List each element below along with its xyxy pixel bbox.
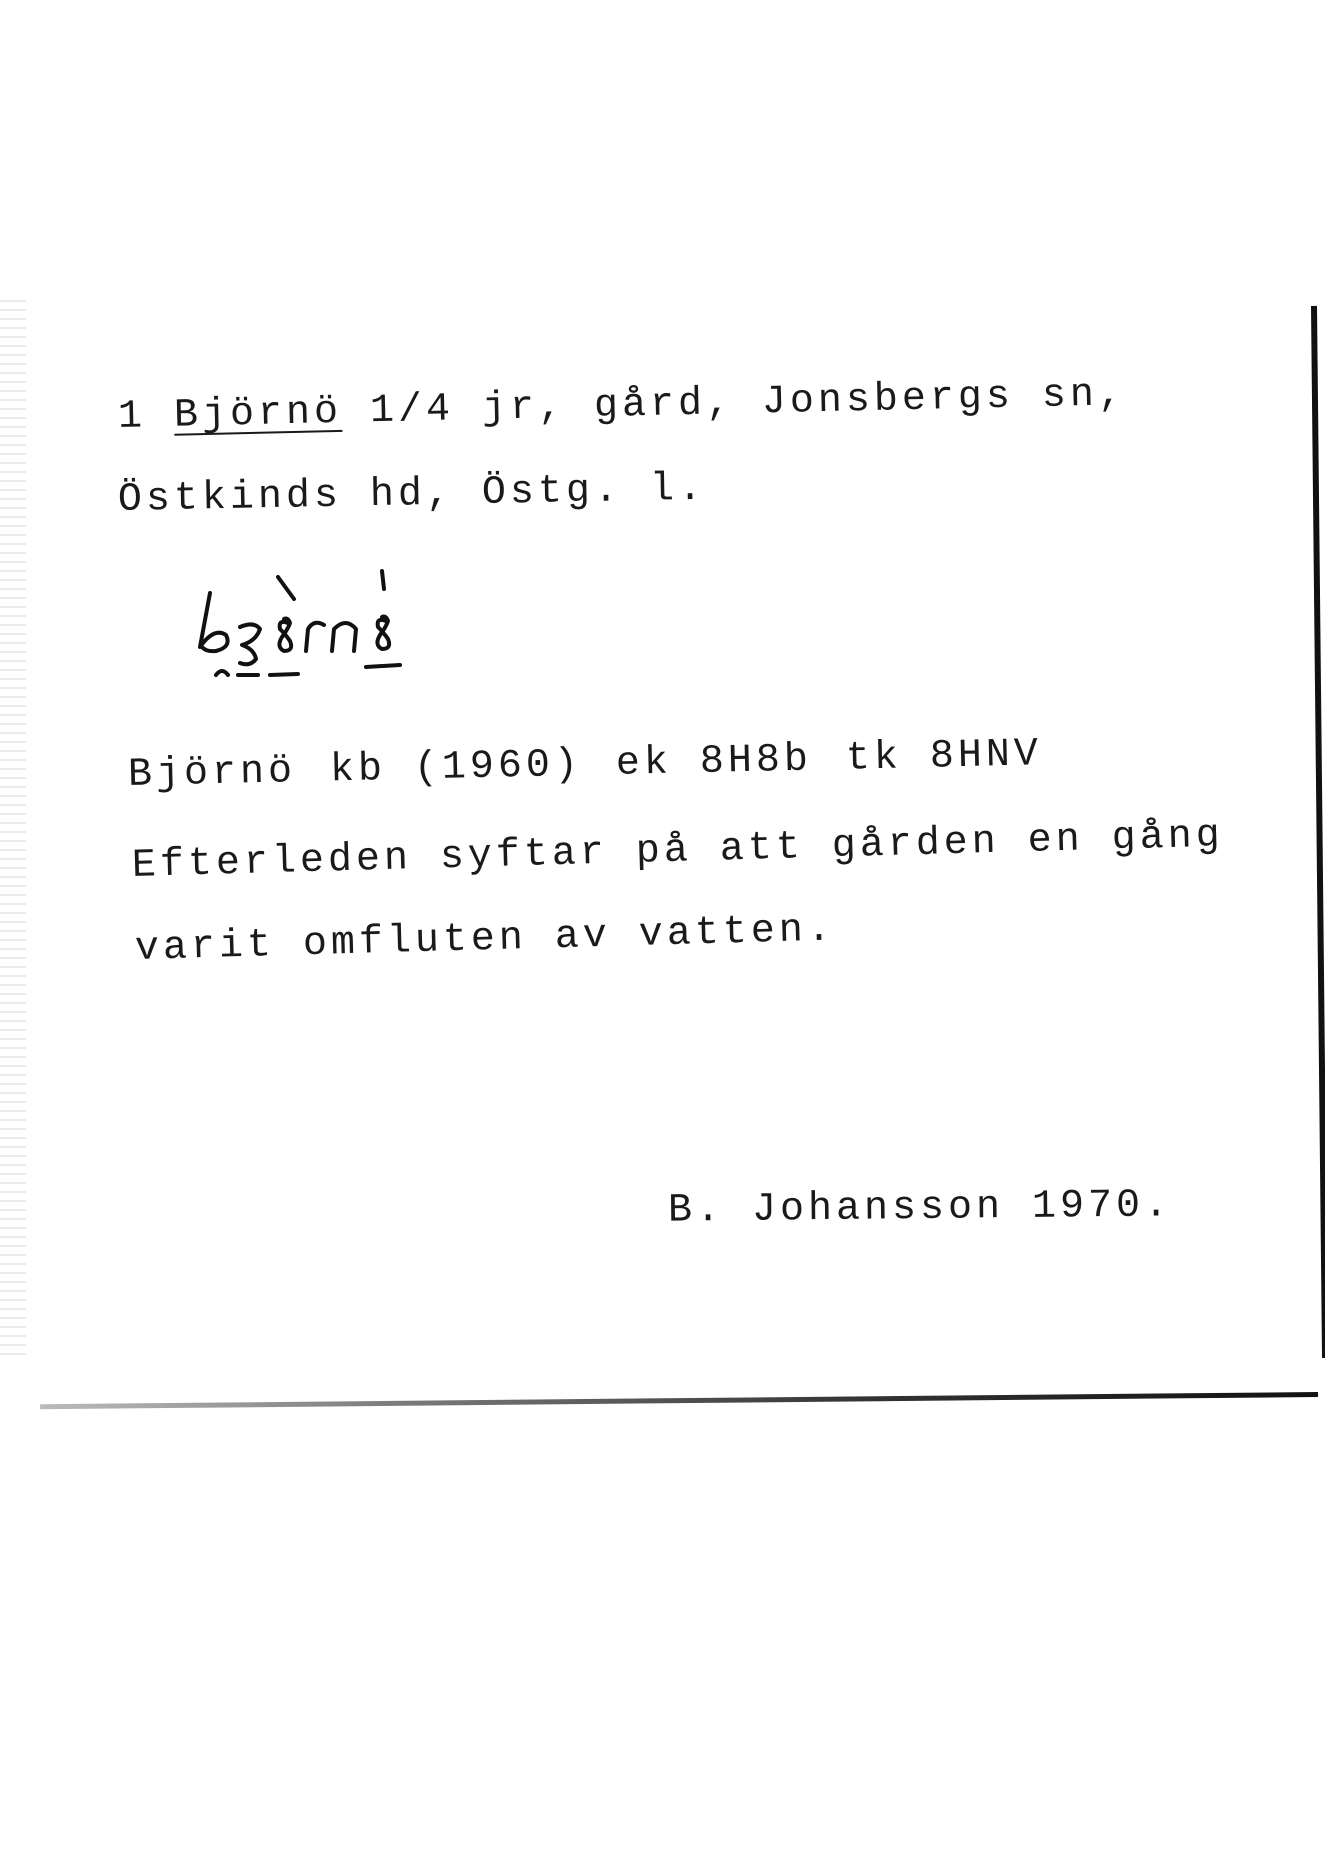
source-name: Björnö <box>127 749 297 798</box>
source-ek: ek 8H8b <box>615 737 813 787</box>
card-right-edge <box>1311 306 1325 1358</box>
source-kb: kb (1960) <box>329 742 583 794</box>
note-line-1: Efterleden syftar på att gården en gång <box>131 813 1225 889</box>
entry-description: 1/4 jr, gård, Jonsbergs sn, <box>369 372 1127 435</box>
note-line-2: varit omfluten av vatten. <box>134 907 836 972</box>
signature: B. Johansson 1970. <box>667 1183 1173 1234</box>
entry-number: 1 <box>117 394 147 440</box>
entry-location-line: Östkinds hd, Östg. l. <box>117 466 707 523</box>
entry-headword: Björnö <box>173 389 343 439</box>
source-tk: tk 8HNV <box>845 732 1043 782</box>
handwritten-pronunciation <box>196 555 436 680</box>
scan-edge-speckle <box>0 300 26 1360</box>
card-bottom-edge <box>40 1392 1318 1409</box>
